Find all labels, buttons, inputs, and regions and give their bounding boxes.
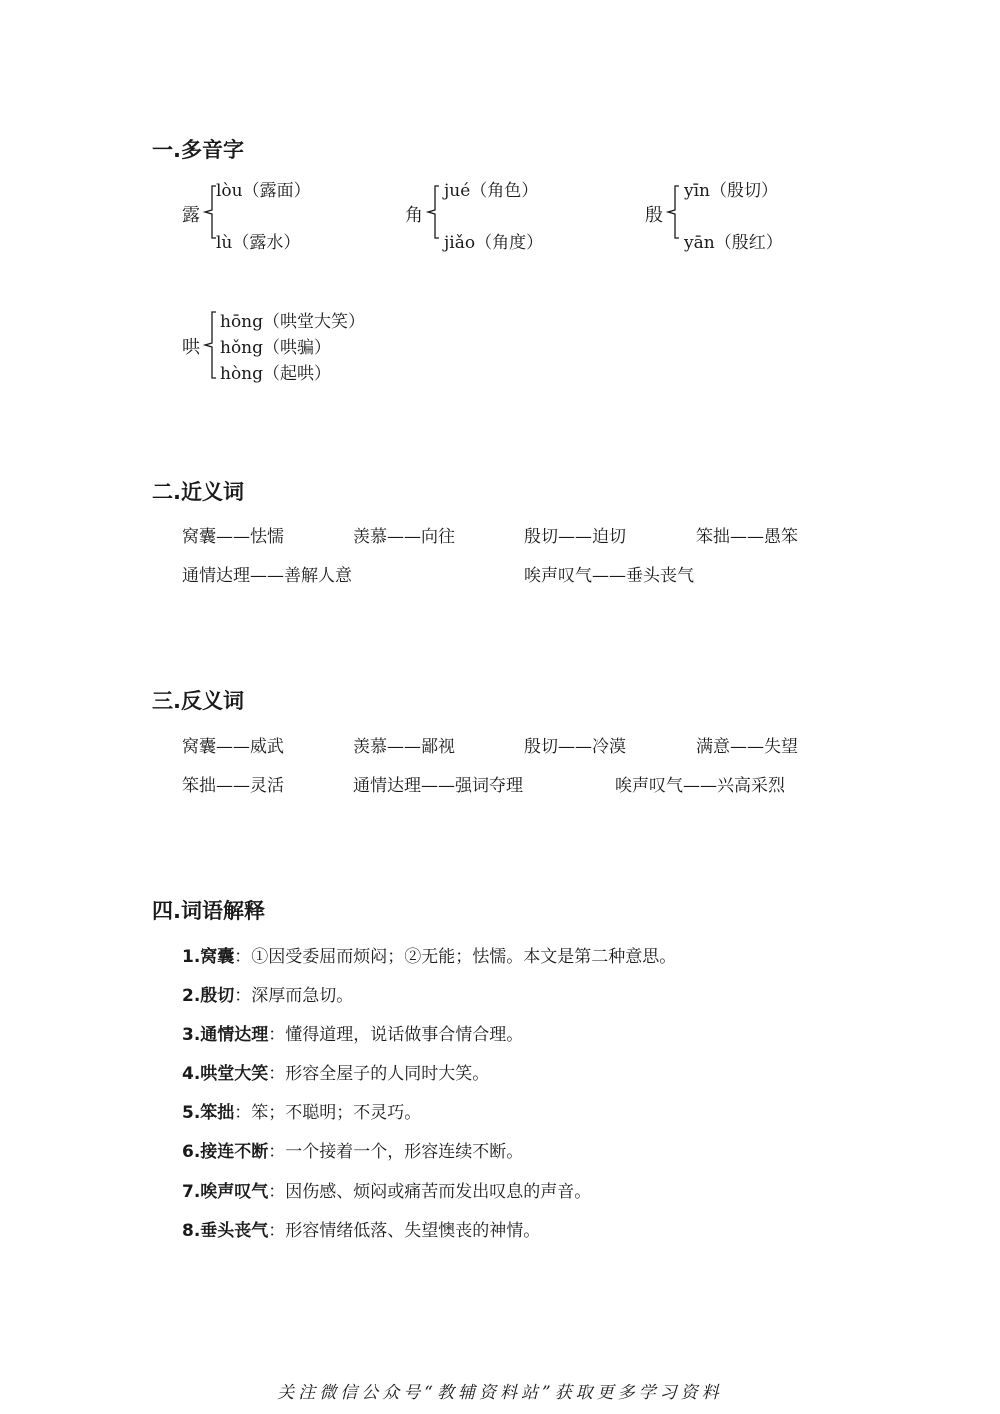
reading-1: jué（角色） [444, 181, 539, 201]
synonym-pair: 羡慕——向往 [353, 527, 455, 547]
antonym-pair: 笨拙——灵活 [182, 776, 284, 796]
polyphonic-char: 角 [405, 205, 423, 226]
item-number: 3. [182, 1025, 201, 1045]
synonym-pair: 殷切——迫切 [524, 527, 626, 547]
item-number: 1. [182, 947, 201, 967]
item-term: 接连不断 [200, 1142, 269, 1162]
brace-icon [665, 180, 681, 244]
polyphonic-char: 殷 [645, 205, 663, 226]
item-definition: ：笨；不聪明；不灵巧。 [234, 1103, 422, 1123]
definition-item [182, 1137, 523, 1162]
section-title-polyphonic: 一.多音字 [152, 138, 244, 162]
synonym-pair: 窝囊——怯懦 [182, 527, 284, 547]
reading-2: lù（露水） [216, 233, 301, 253]
definition-item [182, 1177, 591, 1202]
item-number: 2. [182, 986, 201, 1006]
reading-2: yān（殷红） [684, 233, 783, 253]
reading-2: jiǎo（角度） [444, 233, 544, 253]
item-number: 6. [182, 1142, 201, 1162]
brace-icon [202, 308, 218, 382]
item-definition: ：形容情绪低落、失望懊丧的神情。 [268, 1221, 541, 1241]
section-title-definitions: 四.词语解释 [152, 899, 265, 923]
definition-item [182, 942, 676, 967]
reading-2: hǒng（哄骗） [220, 338, 332, 358]
item-definition: ：一个接着一个，形容连续不断。 [268, 1142, 524, 1162]
synonym-pair: 通情达理——善解人意 [182, 566, 352, 586]
item-definition: ：深厚而急切。 [234, 986, 354, 1006]
definition-item [182, 1098, 421, 1123]
antonym-pair: 殷切——冷漠 [524, 737, 626, 757]
section-title-synonyms: 二.近义词 [152, 480, 244, 504]
item-term: 笨拙 [200, 1103, 235, 1123]
item-term: 通情达理 [200, 1025, 269, 1045]
item-term: 窝囊 [200, 947, 235, 967]
brace-icon [425, 180, 441, 244]
item-term: 垂头丧气 [200, 1221, 269, 1241]
antonym-pair: 通情达理——强词夺理 [353, 776, 523, 796]
antonym-pair: 窝囊——威武 [182, 737, 284, 757]
polyphonic-char: 哄 [182, 337, 200, 358]
synonym-pair: 笨拙——愚笨 [696, 527, 798, 547]
item-number: 7. [182, 1182, 201, 1202]
antonym-pair: 羡慕——鄙视 [353, 737, 455, 757]
item-number: 8. [182, 1221, 201, 1241]
item-definition: ：①因受委屈而烦闷；②无能；怯懦。本文是第二种意思。 [234, 947, 677, 967]
reading-1: yīn（殷切） [684, 181, 778, 201]
reading-1: lòu（露面） [216, 181, 311, 201]
footer-note: 关注微信公众号“教辅资料站”获取更多学习资料 [277, 1383, 723, 1403]
reading-1: hōng（哄堂大笑） [220, 312, 366, 332]
antonym-pair: 满意——失望 [696, 737, 798, 757]
item-definition: ：形容全屋子的人同时大笑。 [268, 1064, 490, 1084]
reading-3: hòng（起哄） [220, 364, 332, 384]
item-number: 5. [182, 1103, 201, 1123]
definition-item [182, 1020, 523, 1045]
definition-item [182, 1059, 489, 1084]
item-term: 殷切 [200, 986, 235, 1006]
item-number: 4. [182, 1064, 201, 1084]
item-definition: ：懂得道理，说话做事合情合理。 [268, 1025, 524, 1045]
synonym-pair: 唉声叹气——垂头丧气 [524, 566, 694, 586]
definition-item [182, 981, 353, 1006]
antonym-pair: 唉声叹气——兴高采烈 [615, 776, 785, 796]
item-term: 哄堂大笑 [200, 1064, 269, 1084]
polyphonic-char: 露 [182, 205, 200, 226]
section-title-antonyms: 三.反义词 [152, 689, 244, 713]
definition-item [182, 1216, 540, 1241]
item-term: 唉声叹气 [200, 1182, 269, 1202]
item-definition: ：因伤感、烦闷或痛苦而发出叹息的声音。 [268, 1182, 592, 1202]
